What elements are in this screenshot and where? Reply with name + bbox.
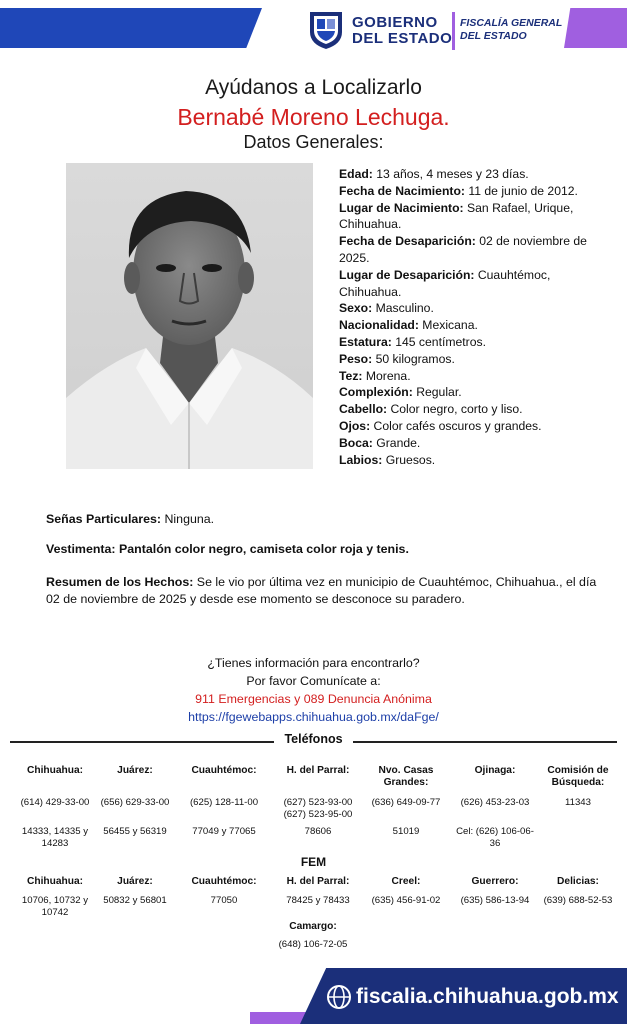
section-title: Datos Generales: [243,132,384,152]
fem-phone: (635) 586-13-94 [460,895,530,906]
gov-line2: DEL ESTADO [352,30,453,47]
tel-ext: 56455 y 56319 [103,826,167,837]
detail-value: Color cafés oscuros y grandes. [370,418,542,433]
fem-city: Guerrero: [471,876,519,887]
detail-label: Peso: [339,351,373,366]
fem-phone: 50832 y 56801 [103,895,167,906]
detail-row [339,435,609,452]
fem-phone: 10706, 10732 y 10742 [21,895,89,918]
fem-phone: 77050 [210,895,238,906]
tel-phone: (636) 649-09-77 [371,797,441,808]
detail-row [339,200,609,234]
resumen-hechos [46,574,606,608]
detail-row [339,418,609,435]
contact-question: ¿Tienes información para encontrarlo? [207,656,420,670]
detail-value: Regular. [412,385,462,400]
fem-city: Delicias: [557,876,599,887]
fem-title: FEM [300,855,327,869]
detail-label: Boca: [339,435,373,450]
detail-value: Masculino. [372,301,434,316]
fem-phone: (648) 106-72-05 [278,939,348,950]
fiscalia-logo-text [460,17,562,43]
detail-row [339,300,609,317]
detail-value: 13 años, 4 meses y 23 días. [372,167,529,181]
logo-divider [452,12,455,50]
resumen-label: Resumen de los Hechos: [46,575,194,589]
detail-value: San Rafael, Urique, Chihuahua. [339,200,574,232]
tel-city: H. del Parral: [286,765,350,776]
detail-row [339,351,609,368]
detail-label: Estatura: [339,334,392,349]
senas-particulares [46,511,606,528]
tel-phone: (625) 128-11-00 [189,797,259,808]
detail-label: Nacionalidad: [339,318,419,333]
header-blue-band [0,8,262,48]
telefonos-title: Teléfonos [284,732,343,746]
tel-city: Comisión de Búsqueda: [547,765,609,788]
detail-label: Ojos: [339,418,371,433]
detail-row [339,233,609,267]
fem-city: H. del Parral: [286,876,350,887]
tel-phone: 11343 [565,797,591,808]
tel-ext: Cel: (626) 106-06-36 [456,826,534,849]
detail-label: Edad: [339,167,373,181]
person-name: Bernabé Moreno Lechuga. [177,104,450,130]
page-title: Ayúdanos a Localizarlo [205,76,422,99]
vestimenta-label: Vestimenta: [46,542,116,556]
fem-city: Creel: [391,876,421,887]
fis-line1: FISCALÍA GENERAL [460,17,563,29]
detail-value: Mexicana. [418,318,478,333]
denuncia-link[interactable]: https://fgewebapps.chihuahua.gob.mx/daFge/ [188,710,439,724]
fem-phone: (639) 688-52-53 [543,895,613,906]
tel-ext: 14333, 14335 y 14283 [21,826,89,849]
detail-row [339,317,609,334]
state-shield-icon [308,10,344,50]
fem-city: Juárez: [117,876,153,887]
detail-value: 50 kilogramos. [372,351,455,366]
fis-line2: DEL ESTADO [460,30,527,42]
detail-label: Tez: [339,368,363,383]
fem-phone: 78425 y 78433 [286,895,350,906]
footer-site[interactable]: fiscalia.chihuahua.gob.mx [356,985,619,1008]
gobierno-logo-text [352,15,452,47]
tel-ext: 51019 [392,826,420,837]
tel-city: Juárez: [117,765,153,776]
tel-phone: (614) 429-33-00 [20,797,90,808]
detail-value: Gruesos. [382,452,436,467]
tel-phone: (626) 453-23-03 [460,797,530,808]
tel-city: Cuauhtémoc: [191,765,257,776]
fem-city: Cuauhtémoc: [191,876,257,887]
detail-value: 02 de noviembre de 2025. [339,234,587,265]
fem-city: Chihuahua: [26,876,84,887]
resumen-value: Se le vio por última vez en municipio de Cuauhtémoc, Chihuahua., el día 02 de noviembre de 2025 y desde ese momento se desconoce su paradero. [46,575,597,606]
contact-call: Por favor Comunícate a: [246,674,381,688]
gov-line1: GOBIERNO [352,14,438,31]
tel-phone: (656) 629-33-00 [100,797,170,808]
tel-ext: 78606 [304,826,332,837]
detail-label: Complexión: [339,385,413,400]
detail-label: Fecha de Desaparición: [339,234,476,249]
detail-row [339,334,609,351]
tel-city: Ojinaga: [474,765,516,776]
detail-row [339,368,609,385]
tel-city: Chihuahua: [26,765,84,776]
detail-label: Fecha de Nacimiento: [339,183,465,198]
vestimenta-value: Pantalón color negro, camiseta color roja y tenis. [115,542,409,556]
senas-value: Ninguna. [161,512,215,526]
detail-row [339,384,609,401]
globe-icon [326,984,352,1010]
detail-row [339,166,609,183]
detail-label: Lugar de Nacimiento: [339,200,464,215]
general-data-list [339,166,609,468]
detail-value: Morena. [362,368,411,383]
tel-ext: 77049 y 77065 [192,826,256,837]
detail-label: Lugar de Desaparición: [339,267,475,282]
detail-value: Grande. [372,435,421,450]
detail-value: Cuauhtémoc, Chihuahua. [339,267,551,299]
detail-value: 11 de junio de 2012. [464,183,578,198]
tel-phone: (627) 523-93-00 (627) 523-95-00 [283,797,353,820]
detail-row [339,183,609,200]
vestimenta [46,541,606,558]
detail-value: 145 centímetros. [391,334,486,349]
detail-row [339,452,609,469]
detail-label: Cabello: [339,402,388,417]
fem-phone: (635) 456-91-02 [371,895,441,906]
detail-label: Sexo: [339,301,373,316]
senas-label: Señas Particulares: [46,512,162,526]
detail-label: Labios: [339,452,383,467]
detail-row [339,267,609,301]
detail-row [339,401,609,418]
emergency-numbers: 911 Emergencias y 089 Denuncia Anónima [195,692,432,706]
fem-city: Camargo: [289,921,337,932]
tel-city: Nvo. Casas Grandes: [378,765,434,788]
person-photo [66,163,313,469]
detail-value: Color negro, corto y liso. [387,402,523,417]
header-purple-band [564,8,627,48]
